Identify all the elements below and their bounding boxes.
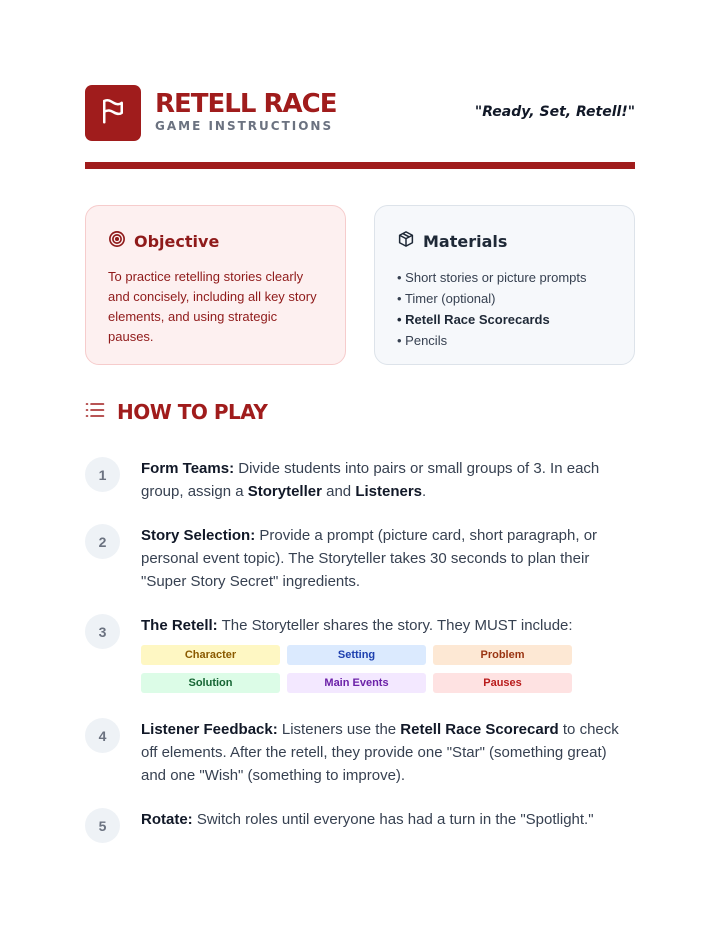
step-text xyxy=(141,718,635,787)
step-body: Listeners use the xyxy=(277,721,401,738)
page-title: RETELL RACE xyxy=(155,89,337,119)
objective-title: Objective xyxy=(134,232,220,251)
step-emphasis: Storyteller xyxy=(247,483,322,500)
tagline: "Ready, Set, Retell!" xyxy=(474,104,635,120)
story-elements xyxy=(141,645,581,693)
step-body: . xyxy=(422,483,427,500)
step-text xyxy=(141,614,635,637)
chip-problem: Problem xyxy=(433,645,572,665)
objective-text: To practice retelling stories clearly and concisely, including all key story elements, and using strategic pauses. xyxy=(108,269,317,344)
step-emphasis: Listeners xyxy=(355,483,423,500)
step-body: and xyxy=(321,483,356,500)
step-number: 2 xyxy=(85,524,120,559)
list-icon xyxy=(85,401,105,424)
flag-icon xyxy=(98,96,128,131)
list-item: • Retell Race Scorecards xyxy=(397,309,612,330)
chip-main-events: Main Events xyxy=(287,673,426,693)
step-body: The Storyteller shares the story. They MUST include: xyxy=(217,617,573,634)
chip-setting: Setting xyxy=(287,645,426,665)
step-number: 4 xyxy=(85,718,120,753)
step-number: 1 xyxy=(85,457,120,492)
step-number: 5 xyxy=(85,808,120,843)
step-text xyxy=(141,457,635,503)
step-text xyxy=(141,808,635,831)
chip-solution: Solution xyxy=(141,673,280,693)
step-emphasis: Retell Race Scorecard xyxy=(400,721,559,738)
logo xyxy=(85,85,141,141)
page-header xyxy=(85,85,635,141)
step-label: The Retell: xyxy=(141,617,218,634)
step-label: Rotate: xyxy=(141,811,193,828)
chip-pauses: Pauses xyxy=(433,673,572,693)
step-body: to check off elements. After the retell, they provide one "Star" (something great) and one "Wish" (something to improve). xyxy=(141,721,619,784)
materials-title: Materials xyxy=(423,232,508,251)
section-title: HOW TO PLAY xyxy=(117,400,268,424)
list-item: • Timer (optional) xyxy=(397,288,612,309)
header-divider xyxy=(85,162,635,169)
materials-list xyxy=(397,267,612,351)
list-item: • Short stories or picture prompts xyxy=(397,267,612,288)
box-icon xyxy=(397,230,415,253)
chip-character: Character xyxy=(141,645,280,665)
step-label: Listener Feedback: xyxy=(141,721,278,738)
list-item: • Pencils xyxy=(397,330,612,351)
step-body: Provide a prompt (picture card, short paragraph, or personal event topic). The Storyteller takes 30 seconds to plan their "Super Story Secret" ingredients. xyxy=(141,527,598,590)
target-icon xyxy=(108,230,126,253)
step-text xyxy=(141,524,635,593)
step-label: Form Teams: xyxy=(141,460,235,477)
step-label: Story Selection: xyxy=(141,527,256,544)
materials-card xyxy=(374,205,635,365)
how-to-play-heading xyxy=(85,400,267,424)
page-subtitle: GAME INSTRUCTIONS xyxy=(155,119,334,133)
objective-card xyxy=(85,205,346,365)
step-number: 3 xyxy=(85,614,120,649)
step-body: Switch roles until everyone has had a turn in the "Spotlight." xyxy=(192,811,594,828)
step-body: Divide students into pairs or small groups of 3. In each group, assign a xyxy=(141,460,600,500)
